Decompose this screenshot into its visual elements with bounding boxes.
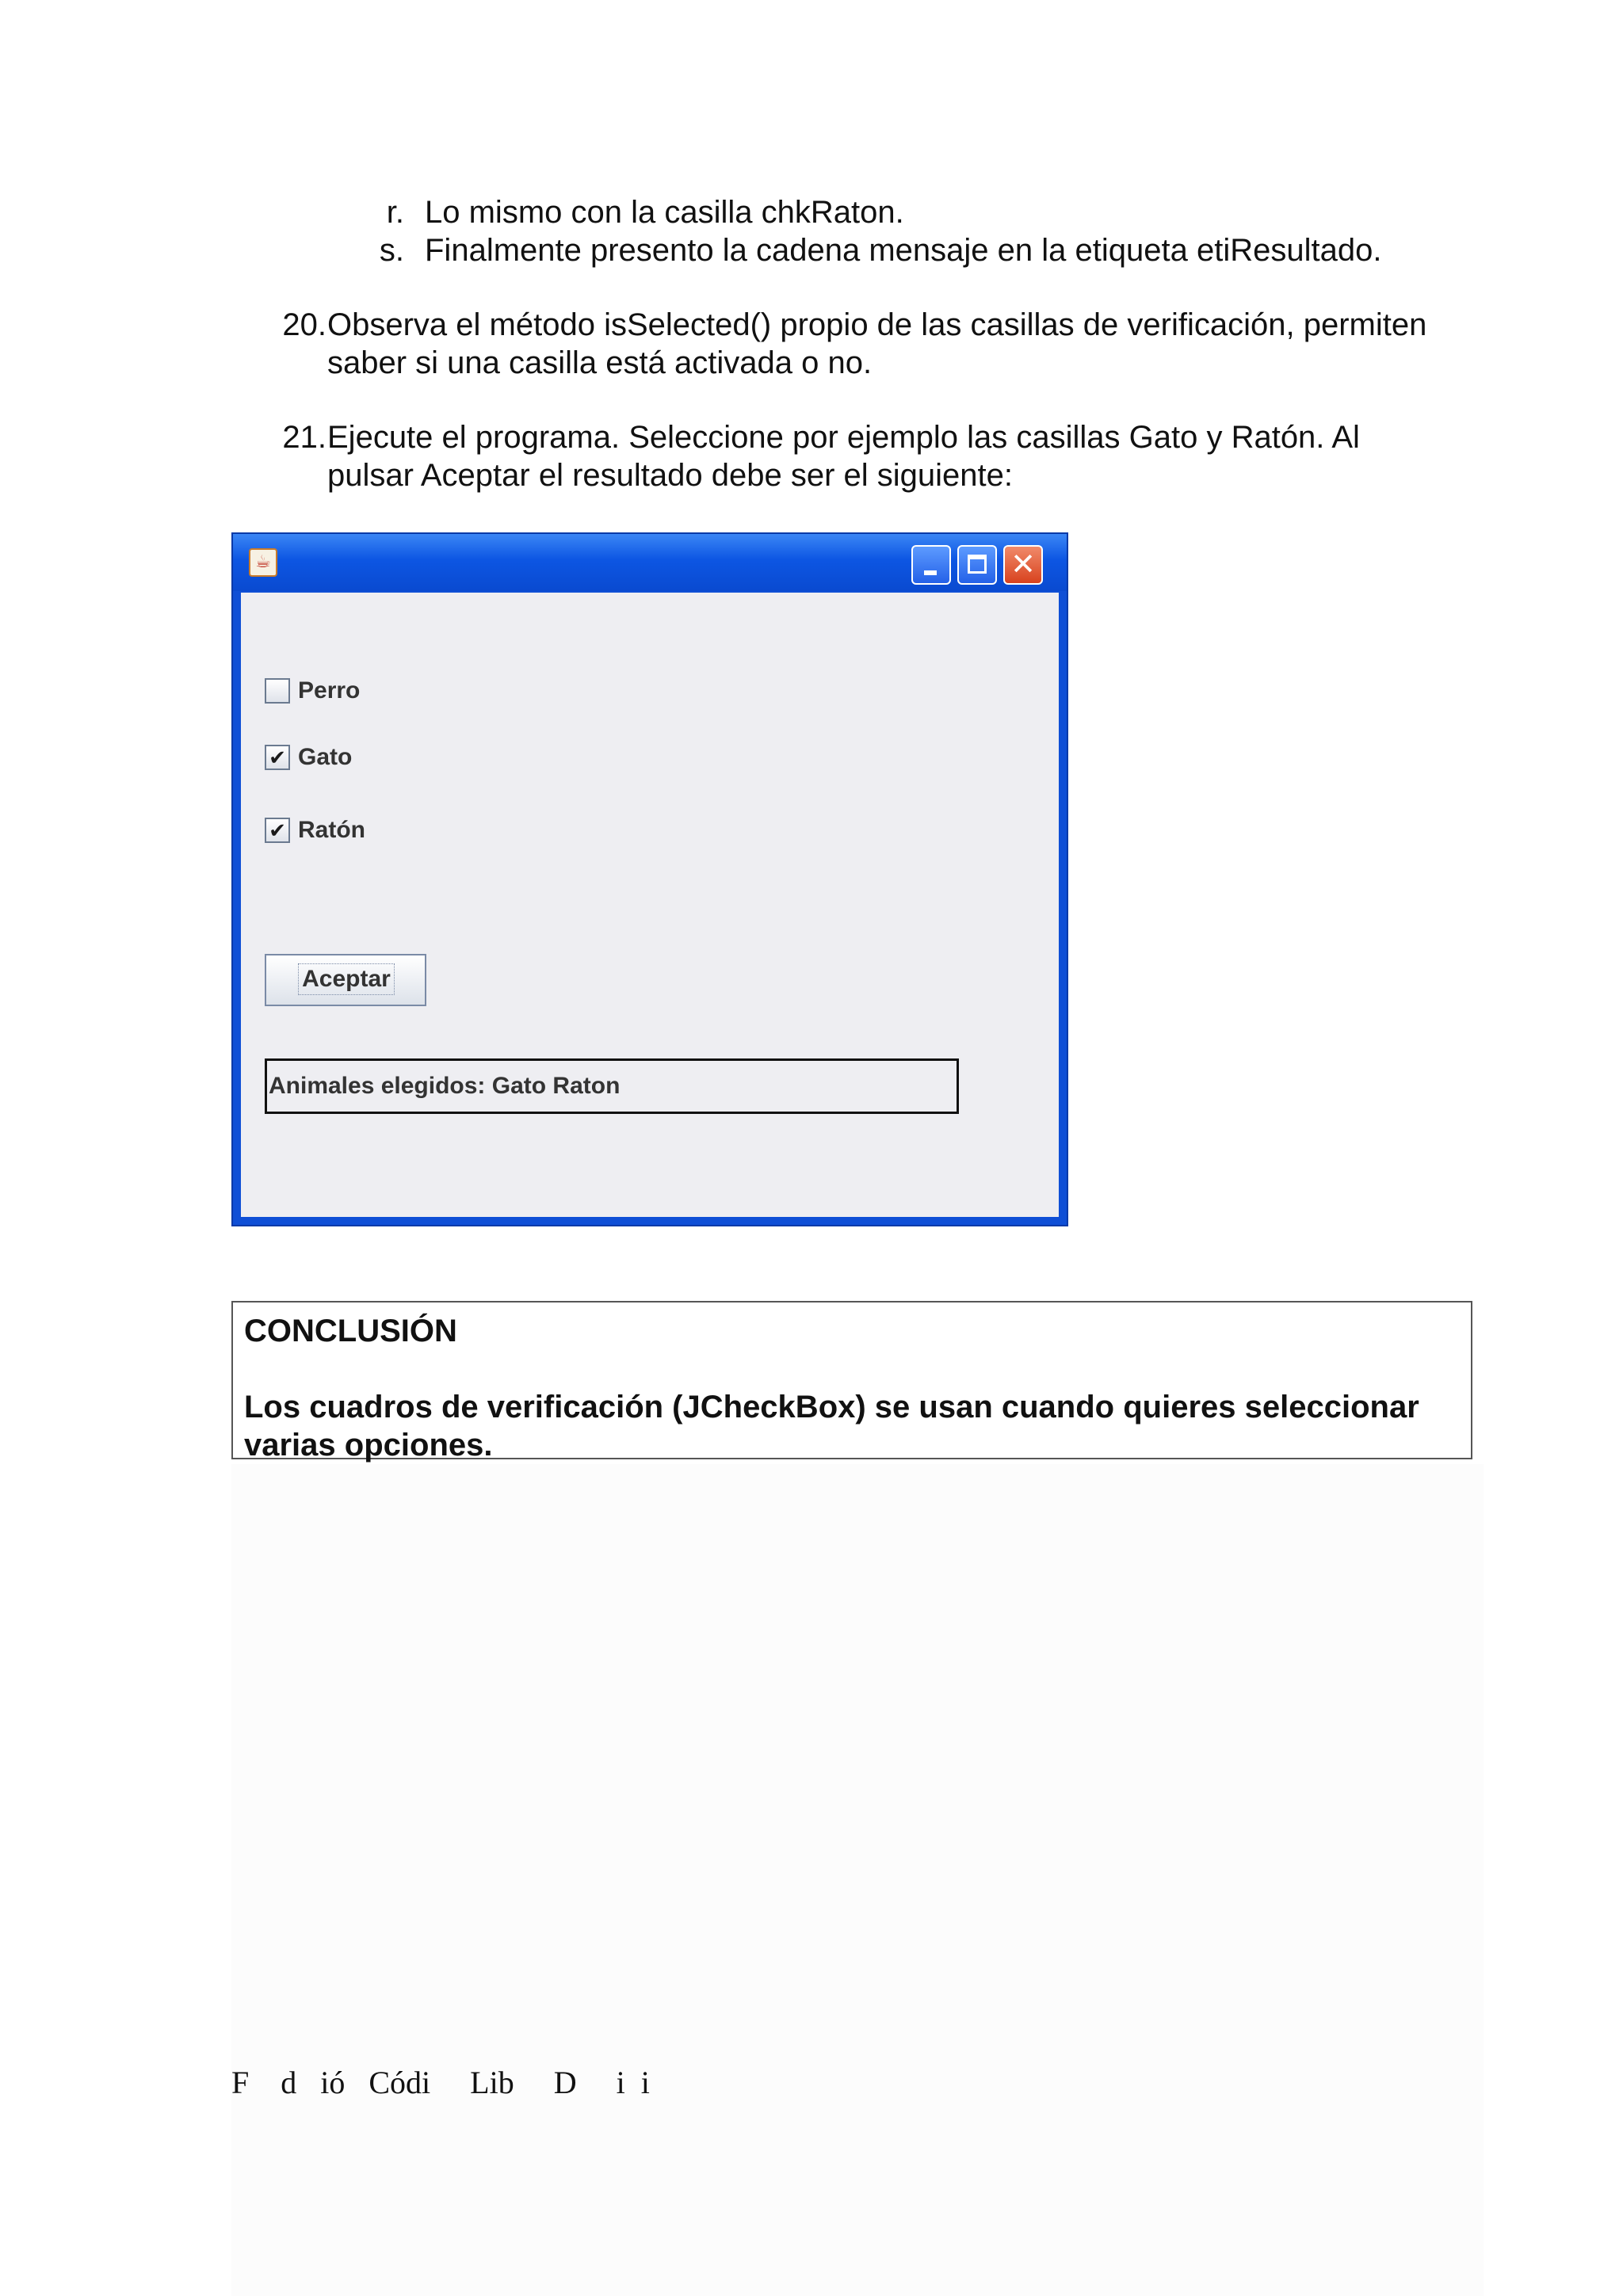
window-content	[241, 593, 1059, 1217]
checkbox-raton-label[interactable]: Ratón	[298, 817, 365, 843]
step-21-line-1: Ejecute el programa. Seleccione por ejemplo las casillas Gato y Ratón. Al	[327, 420, 1360, 455]
list-marker-s: s.	[379, 233, 404, 268]
minimize-icon	[924, 570, 937, 575]
step-20-line-1: Observa el método isSelected() propio de las casillas de verificación, permiten	[327, 307, 1427, 342]
conclusion-body: Los cuadros de verificación (JCheckBox) se usan cuando quieres seleccionar varias opciones.	[244, 1390, 1419, 1463]
checkbox-gato-box[interactable]: ✔	[265, 745, 290, 770]
page-lower-background	[231, 1464, 1484, 2296]
maximize-button[interactable]	[957, 545, 997, 585]
conclusion-heading: CONCLUSIÓN	[244, 1314, 457, 1348]
list-item-s: Finalmente presento la cadena mensaje en la etiqueta etiResultado.	[425, 233, 1382, 268]
list-marker-r: r.	[386, 195, 404, 230]
checkbox-perro-box[interactable]	[265, 678, 290, 704]
checkbox-raton-box[interactable]: ✔	[265, 818, 290, 843]
aceptar-button[interactable]	[265, 954, 426, 1006]
step-20-line-2: saber si una casilla está activada o no.	[327, 345, 873, 380]
conclusion-box	[231, 1301, 1472, 1463]
close-icon: ✕	[1010, 548, 1036, 582]
maximize-icon	[968, 555, 987, 574]
window-titlebar[interactable]	[233, 534, 1067, 591]
page-footer: F d ió Códi Lib D i i	[231, 2065, 650, 2100]
step-20-number: 20.	[282, 307, 327, 342]
checkbox-gato-label[interactable]: Gato	[298, 744, 353, 770]
minimize-button[interactable]	[911, 545, 951, 585]
java-window	[231, 532, 1068, 1226]
step-21-number: 21.	[282, 420, 327, 455]
close-button[interactable]	[1003, 545, 1043, 585]
result-label: Animales elegidos: Gato Raton	[265, 1058, 959, 1114]
checkbox-perro-label[interactable]: Perro	[298, 677, 361, 704]
list-item-r: Lo mismo con la casilla chkRaton.	[425, 195, 904, 230]
aceptar-button-label: Aceptar	[298, 963, 395, 995]
step-21-line-2: pulsar Aceptar el resultado debe ser el siguiente:	[327, 458, 1013, 493]
java-icon: ☕	[249, 548, 277, 577]
